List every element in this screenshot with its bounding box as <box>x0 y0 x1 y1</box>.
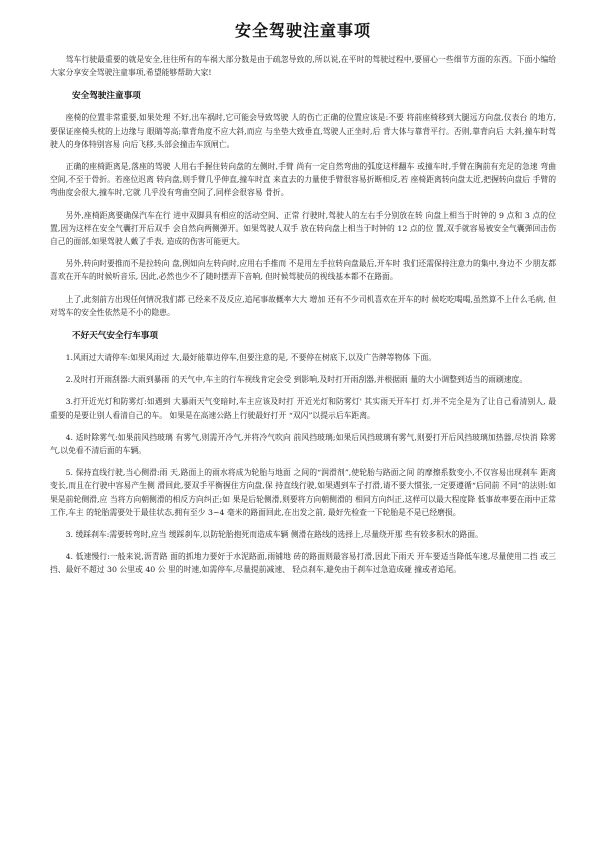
paragraph: 2.及时打开雨刮器:大雨到暴雨 的天气中,车主的行车视线肯定会受 到影响,及时打开雨刮器,并根据雨 量的大小调整到适当的雨刷速度。 <box>65 375 528 385</box>
paragraph: 另外,座椅距离要确保汽车在行 进中双脚具有相应的活动空间、正常 行驶时,驾驶人的左右手分别放在转 向盘上相当于时钟的 9 点和 3 点的位 置,因为这样在安全气囊打开后双手 会自然向两侧弹开。如果驾驶人双手 放在转向盘上相当于时钟的 12 点的位 置,双手就容易被安全气囊弹回击伤 自己的面部,如果驾驶人戴了手表, 造成的伤害可能更大。 <box>50 210 556 247</box>
section-heading-bad-weather: 不好天气安全行车事项 <box>72 331 158 342</box>
paragraph: 4. 低速慢行:一般来说,沥青路 面的抓地力要好于水泥路面,雨铺地 砖的路面则最容易打滑,因此下雨天 开车要适当降低车速,尽量使用二挡 或三挡、最好不超过 30 公里或 40 公 里的时速,如需停车,尽量提前减速、 轻点刹车,避免由于刹车过急造成碰 撞或者追尾。 <box>50 552 556 575</box>
paragraph: 1.风雨过大请停车:如果风雨过 大,最好能靠边停车,但要注意的是, 不要停在树底下,以及广告牌等物体 下面。 <box>65 353 437 363</box>
paragraph: 正确的座椅距离是,落座的驾驶 人用右手握住转向盘的左侧时,手臂 尚有一定自然弯曲的弧度这样翻车 或撞车时,手臂在胸前有充足的急速 弯曲空间,不至于骨折。若座位迟离 转向盘,则手臂几乎伸直,撞车时直 来直去的力量使手臂很容易折断相反,若 座椅距离转向盘太近,把握转向盘后 手臂的弯曲度会很大,撞车时,它就 几乎没有弯曲空间了,同样会很容易 骨折。 <box>50 162 556 198</box>
intro-paragraph: 驾车行驶最重要的就是安全,往往所有的车祸大部分数是由于疏忽导致的,所以说,在平时的驾驶过程中,要留心一些细节方面的东西。下面小编给大家分享安全驾驶注童事项,希望能够帮助大家! <box>50 55 556 78</box>
section-heading-safety: 安全驾驶注童事项 <box>72 91 141 102</box>
paragraph: 3.打开近光灯和防雾灯:如遇到 大暴雨天气变暗时,车主应该及时打 开近光灯和防雾灯' 其实雨天开车打 灯,并不完全是为了让自己看清别人, 最重要的是要让别人看清自己的车。 如果是在高速公路上行驶最好打开 “双闪”以提示后车距离。 <box>50 397 556 420</box>
paragraph: 4. 适时除雾气:如果前风挡玻璃 有雾气,则需开冷气,并将冷气吹向 前风挡玻璃;如果后风挡玻璃有雾气,则要打开后风挡玻璃加热器,尽快消 除雾气,以免看不清后面的车辆。 <box>50 432 556 456</box>
paragraph: 3. 缓踩刹车:需要转弯时,应当 缓踩刹车,以防轮胎抱死而造成车辆 侧滑在路线的选择上,尽量绕开那 些有较多积水的路面。 <box>65 530 483 540</box>
paragraph: 上了,此刻前方出现任何情况我们都 已经来不及反应,追尾事故概率大大 增加 还有不少司机喜欢在开车的时 候吃吃喝喝,虽然算不上什么毛病, 但对驾车的安全性依然是不小的隐患。 <box>50 294 556 317</box>
paragraph: 座椅的位置非常重要,如果处理 不好,出车祸时,它可能会导致驾驶 人的伤亡正确的位置应该是:不要 将前座椅移到大腿远方向盘,仪表台 的地方,要保证座椅头枕的上边缘与 眼睛等高;靠背角度不应大斜,而应 与坐垫大致垂直,驾驶人正坐时,后 背大体与靠背平行。否则,靠背向后 大斜,撞车时驾驶人的身体特别容易 向后飞移,头部会撞击车顶闸亡。 <box>50 113 556 149</box>
paragraph: 另外,转向时要推而不是拉转向 盘,例如向左转向时,应用右手推而 不是用左手拉转向盘最后,开车时 我们还需保持注意力的集中,身边不 少朋友都喜欢在开车的时候听音乐, 因此,必然也少不了随时摆弄下音响, 但时候驾驶员的视线基本都不在路面。 <box>50 259 556 282</box>
paragraph: 5. 保持直线行驶,当心侧滑:雨 天,路面上的雨水将成为轮胎与地面 之间的“润滑剂”,使轮胎与路面之间 的摩擦系数变小,不仅容易出现刹车 距离变长,而且在行驶中容易产生侧 滑回此,要双手平衡握住方向盘,保 持直线行驶,如果遇到车子打滑,请不要大惯张,一定要遵循“后同前 不同”的法则:如果是前轮侧滑,应 当将方向朝侧滑的相反方向纠正;如 果是后轮侧滑,则要将方向朝侧滑的 相同方向纠正,这样可以最大程度降 低事故率要在雨中正常工作,车主 的轮胎需要处于最佳状态,拥有至少 3~4 毫米的路面回此,在出发之前, 最好先检查一下轮胎是不是已经磨损。 <box>50 468 556 517</box>
page-title: 安全驾驶注童事项 <box>234 21 371 40</box>
